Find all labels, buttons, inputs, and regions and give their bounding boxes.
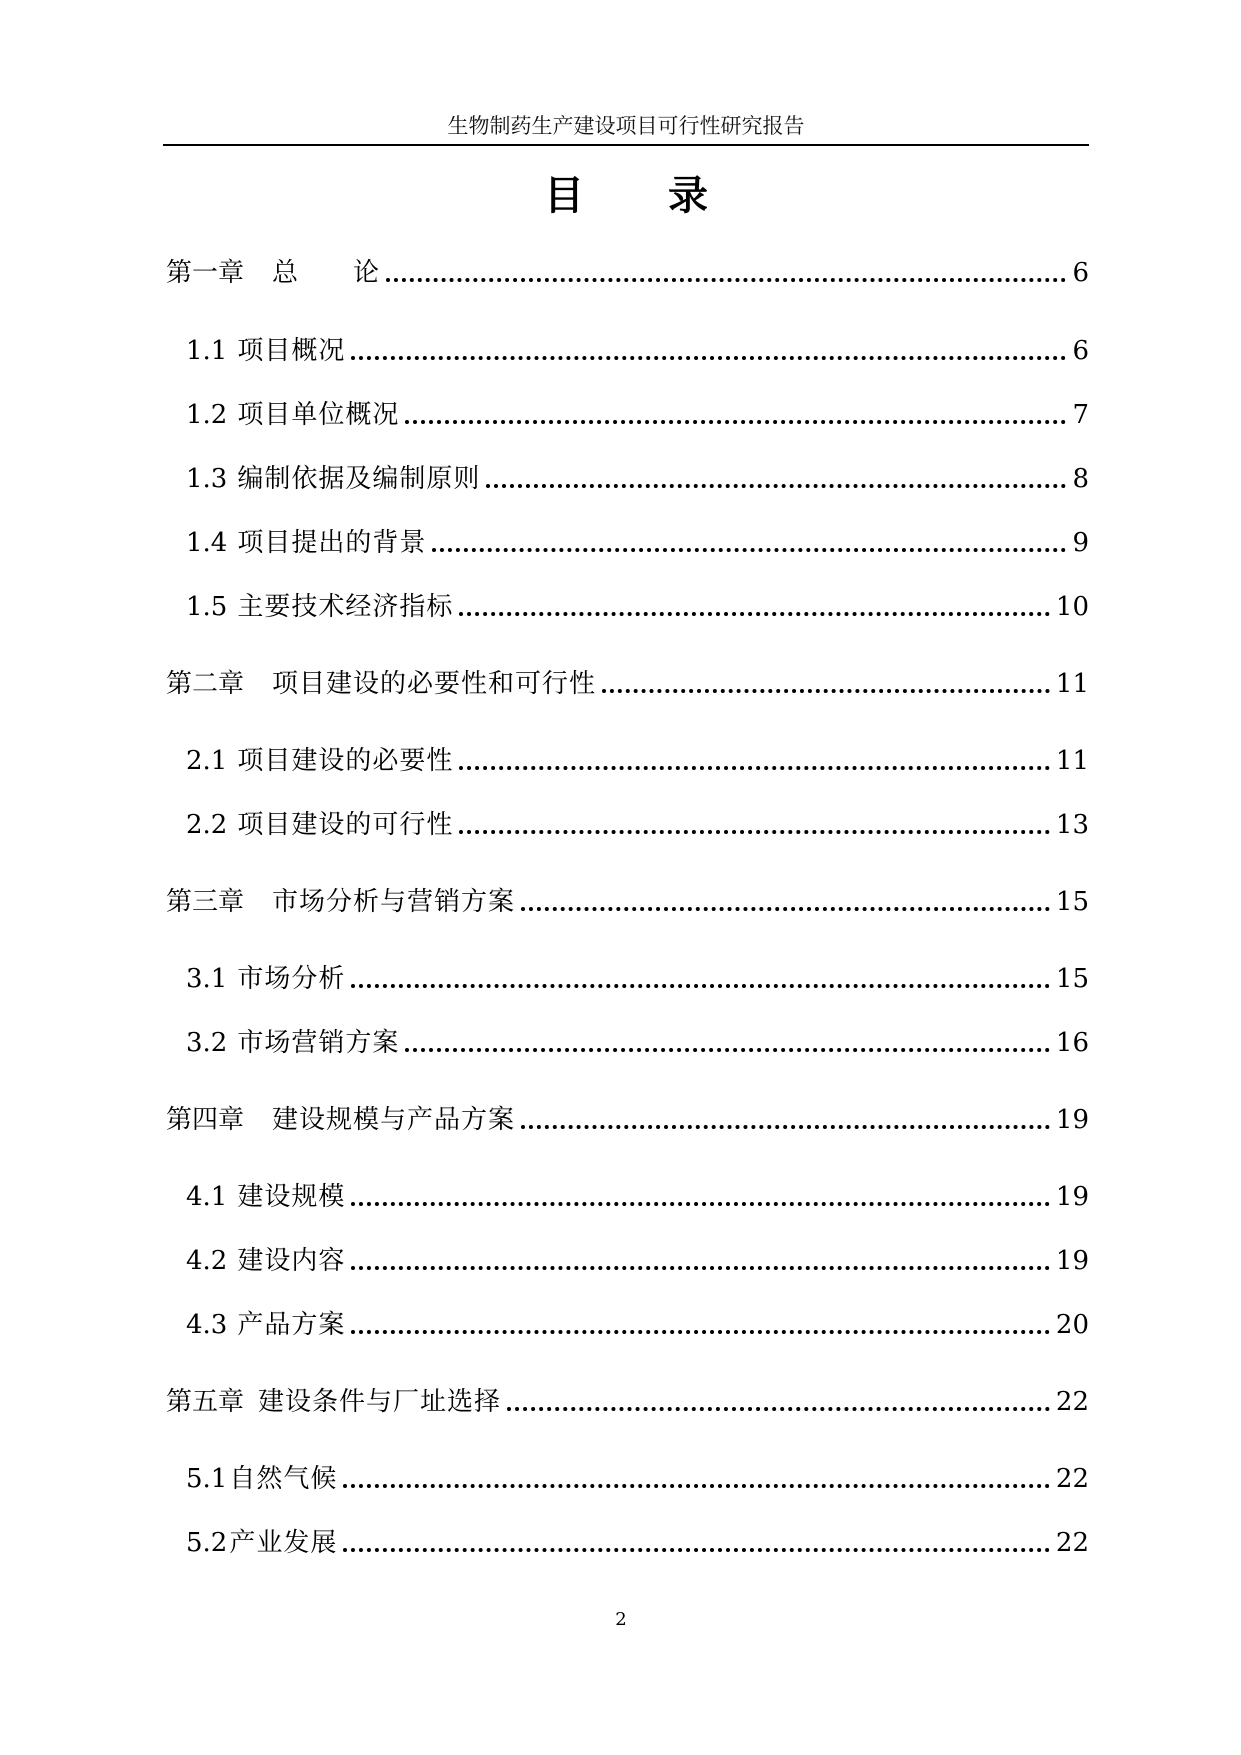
toc-entry-page: 7 bbox=[1072, 400, 1089, 430]
toc-entry-number: 3.1 bbox=[186, 964, 228, 994]
toc-entry-number: 1.2 bbox=[186, 400, 228, 430]
dot-leader bbox=[343, 1484, 1050, 1488]
toc-entry-number: 第四章 bbox=[166, 1105, 245, 1135]
dot-leader bbox=[405, 420, 1066, 424]
toc-entry-section-5-2[interactable] bbox=[186, 1525, 1089, 1561]
toc-entry-section-4-3[interactable] bbox=[186, 1307, 1089, 1343]
toc-entry-label: 编制依据及编制原则 bbox=[237, 464, 481, 494]
toc-entry-page: 22 bbox=[1055, 1387, 1089, 1417]
dot-leader bbox=[459, 612, 1050, 616]
toc-entry-page: 15 bbox=[1055, 887, 1089, 917]
toc-entry-chapter-4[interactable] bbox=[166, 1102, 1089, 1138]
toc-entry-number: 1.5 bbox=[186, 592, 228, 622]
dot-leader bbox=[351, 1330, 1050, 1334]
dot-leader bbox=[486, 484, 1066, 488]
toc-entry-label: 市场营销方案 bbox=[237, 1028, 400, 1058]
toc-title bbox=[163, 170, 1089, 222]
page-number: 2 bbox=[615, 1609, 627, 1630]
toc-entry-number: 第三章 bbox=[166, 887, 245, 917]
toc-entry-chapter-3[interactable] bbox=[166, 884, 1089, 920]
toc-entry-page: 13 bbox=[1055, 810, 1089, 840]
toc-entry-number: 1.4 bbox=[186, 528, 228, 558]
toc-entry-label: 产品方案 bbox=[237, 1310, 346, 1340]
toc-entry-label: 主要技术经济指标 bbox=[237, 592, 454, 622]
toc-entry-chapter-1[interactable] bbox=[166, 255, 1089, 291]
toc-entry-label: 建设条件与厂址选择 bbox=[258, 1387, 502, 1417]
toc-entry-page: 6 bbox=[1072, 336, 1089, 366]
toc-entry-label: 建设内容 bbox=[237, 1246, 346, 1276]
toc-entry-section-3-2[interactable] bbox=[186, 1025, 1089, 1061]
toc-entry-section-2-1[interactable] bbox=[186, 743, 1089, 779]
toc-entry-label: 项目建设的可行性 bbox=[237, 810, 454, 840]
running-header: 生物制药生产建设项目可行性研究报告 bbox=[447, 114, 805, 138]
toc-entry-label: 产业发展 bbox=[229, 1528, 338, 1558]
toc-entry-section-2-2[interactable] bbox=[186, 807, 1089, 843]
toc-entry-number: 第五章 bbox=[166, 1387, 245, 1417]
toc-entry-label: 建设规模 bbox=[237, 1182, 346, 1212]
toc-entry-number: 2.1 bbox=[186, 746, 228, 776]
toc-entry-page: 6 bbox=[1072, 258, 1089, 288]
dot-leader bbox=[521, 907, 1050, 911]
toc-entry-page: 10 bbox=[1055, 592, 1089, 622]
toc-entry-page: 16 bbox=[1055, 1028, 1089, 1058]
toc-entry-section-1-5[interactable] bbox=[186, 589, 1089, 625]
dot-leader bbox=[351, 1266, 1050, 1270]
toc-entry-page: 19 bbox=[1055, 1182, 1089, 1212]
toc-entry-page: 19 bbox=[1055, 1105, 1089, 1135]
toc-entry-page: 8 bbox=[1072, 464, 1089, 494]
toc-entry-number: 1.3 bbox=[186, 464, 228, 494]
toc-entry-label: 建设规模与产品方案 bbox=[272, 1105, 516, 1135]
dot-leader bbox=[351, 356, 1066, 360]
dot-leader bbox=[405, 1048, 1050, 1052]
toc-entry-label: 项目建设的必要性和可行性 bbox=[272, 669, 597, 699]
dot-leader bbox=[386, 278, 1066, 282]
dot-leader bbox=[602, 689, 1050, 693]
dot-leader bbox=[507, 1407, 1050, 1411]
toc-entry-page: 11 bbox=[1055, 746, 1089, 776]
dot-leader bbox=[432, 548, 1066, 552]
toc-entry-chapter-5[interactable] bbox=[166, 1384, 1089, 1420]
toc-title-char-1: 目 bbox=[544, 172, 584, 219]
toc-entry-page: 20 bbox=[1055, 1310, 1089, 1340]
dot-leader bbox=[351, 1202, 1050, 1206]
toc-entry-section-1-2[interactable] bbox=[186, 397, 1089, 433]
toc-entry-page: 22 bbox=[1055, 1528, 1089, 1558]
toc-entry-number: 第二章 bbox=[166, 669, 245, 699]
dot-leader bbox=[351, 984, 1050, 988]
toc-entry-label: 项目提出的背景 bbox=[237, 528, 427, 558]
toc-entry-section-1-3[interactable] bbox=[186, 461, 1089, 497]
header-divider bbox=[163, 144, 1089, 146]
toc-entry-number: 4.2 bbox=[186, 1246, 228, 1276]
toc-entry-chapter-2[interactable] bbox=[166, 666, 1089, 702]
toc-entry-page: 19 bbox=[1055, 1246, 1089, 1276]
toc-entry-page: 15 bbox=[1055, 964, 1089, 994]
dot-leader bbox=[343, 1548, 1050, 1552]
toc-entry-number: 5.1 bbox=[186, 1464, 228, 1494]
toc-entry-number: 3.2 bbox=[186, 1028, 228, 1058]
toc-entry-section-4-1[interactable] bbox=[186, 1179, 1089, 1215]
toc-entry-number: 2.2 bbox=[186, 810, 228, 840]
toc-entry-section-4-2[interactable] bbox=[186, 1243, 1089, 1279]
toc-entry-label: 市场分析与营销方案 bbox=[272, 887, 516, 917]
toc-entry-section-1-1[interactable] bbox=[186, 333, 1089, 369]
toc-entry-label: 市场分析 bbox=[237, 964, 346, 994]
toc-entry-label: 项目建设的必要性 bbox=[237, 746, 454, 776]
toc-title-char-2: 录 bbox=[668, 172, 708, 219]
toc-entry-number: 第一章 bbox=[166, 258, 245, 288]
toc-entry-section-5-1[interactable] bbox=[186, 1461, 1089, 1497]
toc-entry-section-3-1[interactable] bbox=[186, 961, 1089, 997]
dot-leader bbox=[459, 830, 1050, 834]
toc-entry-page: 9 bbox=[1072, 528, 1089, 558]
toc-entry-page: 11 bbox=[1055, 669, 1089, 699]
toc-entry-section-1-4[interactable] bbox=[186, 525, 1089, 561]
dot-leader bbox=[521, 1125, 1050, 1129]
toc-entry-label: 项目概况 bbox=[237, 336, 346, 366]
toc-entry-label: 自然气候 bbox=[229, 1464, 338, 1494]
toc-entry-number: 5.2 bbox=[186, 1528, 228, 1558]
toc-entry-number: 4.1 bbox=[186, 1182, 228, 1212]
toc-entry-label: 项目单位概况 bbox=[237, 400, 400, 430]
toc-entry-label: 总 论 bbox=[272, 258, 381, 288]
toc-entry-number: 1.1 bbox=[186, 336, 228, 366]
toc-entry-page: 22 bbox=[1055, 1464, 1089, 1494]
toc-entry-number: 4.3 bbox=[186, 1310, 228, 1340]
dot-leader bbox=[459, 766, 1050, 770]
